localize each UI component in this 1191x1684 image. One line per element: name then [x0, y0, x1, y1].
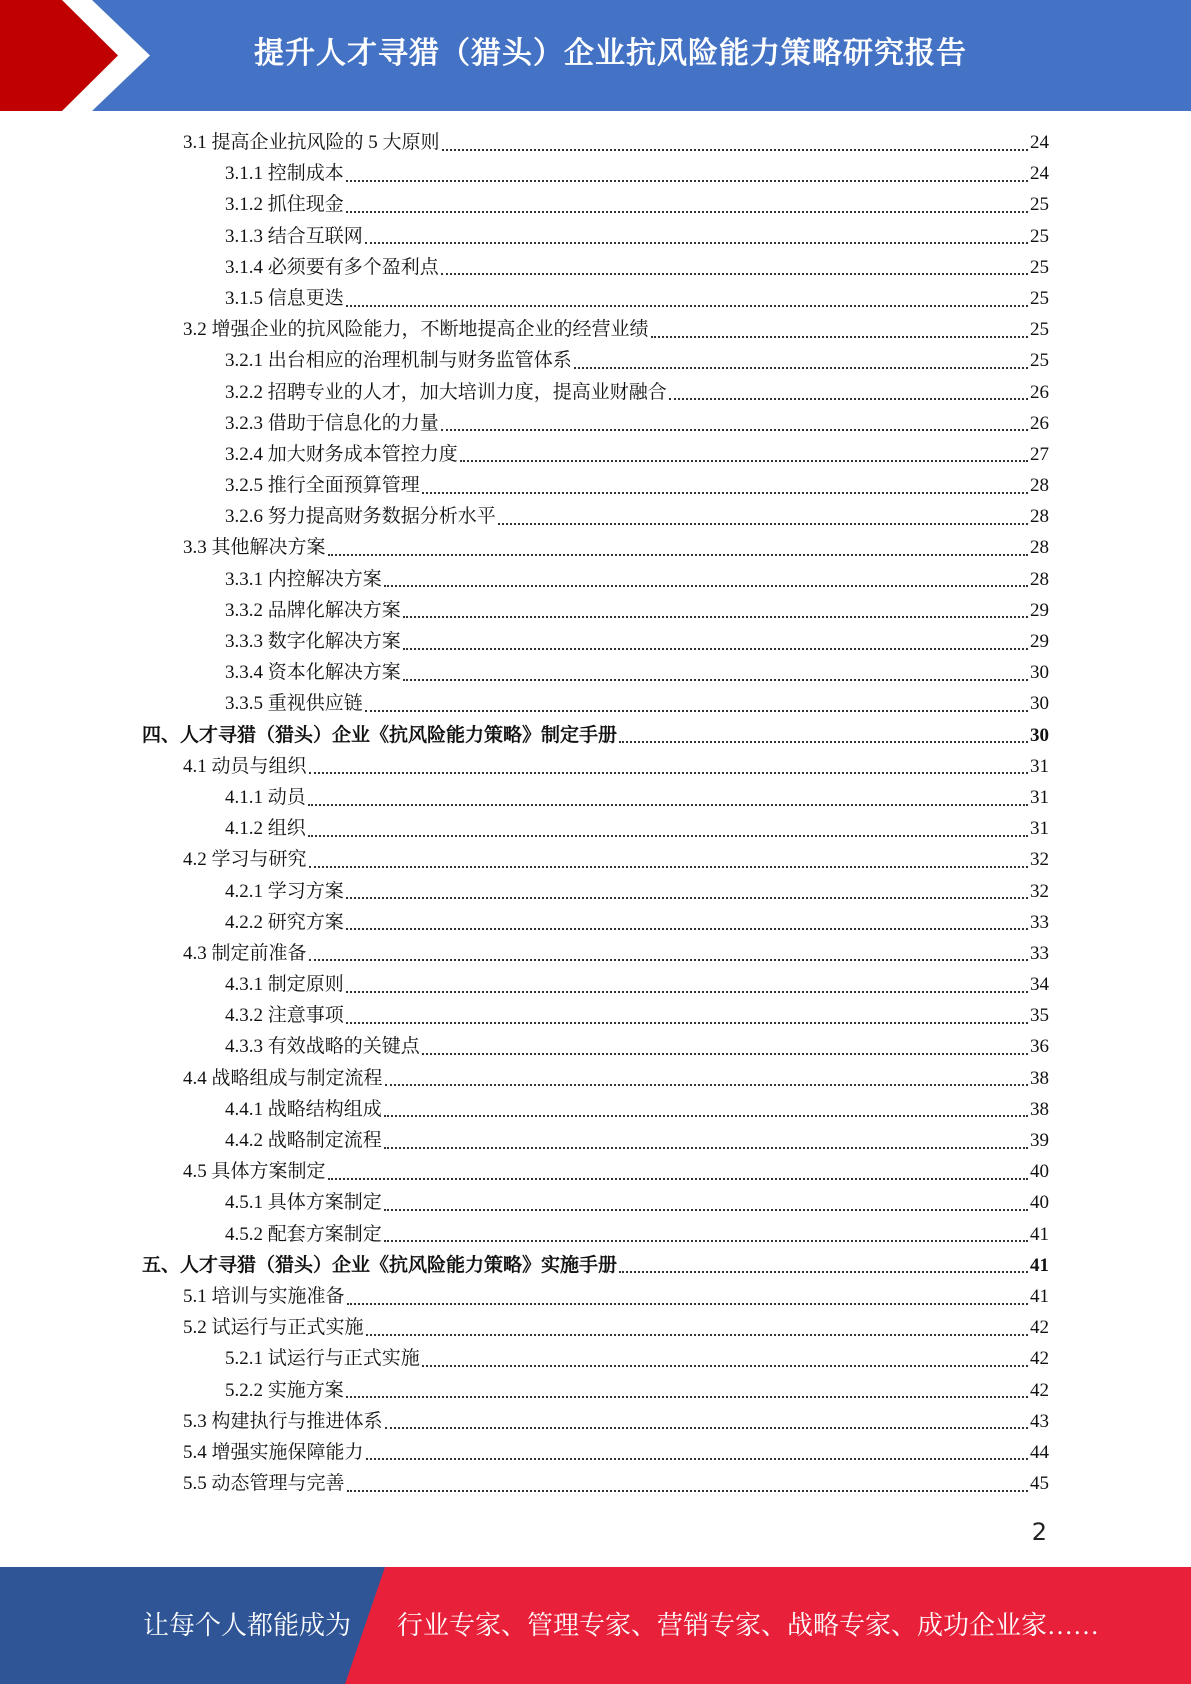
toc-entry-page: 43	[1030, 1410, 1049, 1432]
toc-entry-label: 5.1 培训与实施准备	[183, 1285, 345, 1307]
toc-entry-label: 4.2 学习与研究	[183, 849, 307, 871]
toc-entry[interactable]	[142, 595, 1049, 626]
toc-dot-leader	[346, 180, 1028, 182]
toc-entry-label: 4.3 制定前准备	[183, 942, 307, 964]
toc-entry[interactable]	[142, 1343, 1049, 1374]
toc-dot-leader	[574, 367, 1028, 369]
toc-entry-page: 41	[1030, 1285, 1049, 1307]
toc-entry-label: 4.1 动员与组织	[183, 755, 307, 777]
toc-entry[interactable]	[142, 1156, 1049, 1187]
toc-entry-page: 26	[1030, 381, 1049, 403]
toc-entry-page: 25	[1030, 256, 1049, 278]
toc-entry-label: 4.4 战略组成与制定流程	[183, 1067, 383, 1089]
toc-dot-leader	[498, 523, 1028, 525]
toc-dot-leader	[346, 1022, 1028, 1024]
toc-entry-label: 5.5 动态管理与完善	[183, 1473, 345, 1495]
toc-entry-page: 29	[1030, 631, 1049, 652]
toc-entry-page: 30	[1030, 693, 1049, 715]
toc-entry-page: 33	[1030, 911, 1049, 933]
toc-entry[interactable]	[142, 564, 1049, 595]
toc-entry-page: 38	[1030, 1098, 1049, 1120]
toc-dot-leader	[346, 991, 1028, 993]
toc-entry-page: 38	[1030, 1067, 1049, 1089]
toc-entry-label: 3.3 其他解决方案	[183, 537, 326, 559]
toc-entry[interactable]	[142, 158, 1049, 189]
toc-entry-page: 31	[1030, 755, 1049, 777]
toc-entry[interactable]	[142, 439, 1049, 470]
table-of-contents	[142, 127, 1049, 1499]
toc-entry-page: 42	[1030, 1348, 1049, 1370]
toc-entry[interactable]	[142, 969, 1049, 1000]
toc-entry-label: 4.3.3 有效战略的关键点	[225, 1036, 420, 1058]
toc-entry[interactable]	[142, 782, 1049, 813]
toc-entry[interactable]	[142, 1125, 1049, 1156]
toc-dot-leader	[403, 616, 1028, 618]
toc-entry-label: 四、人才寻猎（猎头）企业《抗风险能力策略》制定手册	[142, 724, 618, 746]
toc-dot-leader	[309, 772, 1028, 774]
toc-entry[interactable]	[142, 907, 1049, 938]
toc-dot-leader	[328, 1178, 1028, 1180]
toc-entry-label: 3.1.5 信息更迭	[225, 287, 344, 309]
toc-dot-leader	[441, 429, 1028, 431]
toc-entry-page: 24	[1030, 132, 1049, 153]
toc-entry[interactable]	[142, 532, 1049, 563]
toc-entry[interactable]	[142, 626, 1049, 657]
toc-entry-page: 25	[1030, 287, 1049, 309]
toc-entry-label: 3.1 提高企业抗风险的 5 大原则	[183, 132, 440, 153]
toc-entry-page: 32	[1030, 849, 1049, 871]
toc-dot-leader	[403, 679, 1028, 681]
toc-entry-label: 3.3.4 资本化解决方案	[225, 662, 401, 684]
toc-entry[interactable]	[142, 876, 1049, 907]
toc-entry[interactable]	[142, 377, 1049, 408]
toc-entry-label: 3.2.4 加大财务成本管控力度	[225, 443, 458, 465]
toc-entry-page: 31	[1030, 818, 1049, 840]
toc-entry-label: 3.3.3 数字化解决方案	[225, 631, 401, 652]
toc-entry[interactable]	[142, 470, 1049, 501]
toc-entry-page: 32	[1030, 880, 1049, 902]
toc-entry[interactable]	[142, 1437, 1049, 1468]
toc-entry-label: 5.3 构建执行与推进体系	[183, 1410, 383, 1432]
toc-entry-label: 3.2.6 努力提高财务数据分析水平	[225, 506, 496, 528]
toc-entry[interactable]	[142, 1312, 1049, 1343]
toc-dot-leader	[346, 305, 1028, 307]
toc-entry-page: 25	[1030, 194, 1049, 216]
toc-entry-label: 4.1.1 动员	[225, 786, 306, 808]
toc-dot-leader	[669, 398, 1028, 400]
toc-entry-label: 4.4.1 战略结构组成	[225, 1098, 382, 1120]
toc-dot-leader	[385, 1427, 1028, 1429]
toc-entry-label: 3.1.2 抓住现金	[225, 194, 344, 216]
toc-entry-page: 25	[1030, 319, 1049, 341]
toc-entry-label: 五、人才寻猎（猎头）企业《抗风险能力策略》实施手册	[142, 1254, 618, 1276]
toc-entry[interactable]	[142, 1000, 1049, 1031]
footer-slogan-right: 行业专家、管理专家、营销专家、战略专家、成功企业家……	[397, 1611, 1100, 1640]
toc-entry-label: 3.2 增强企业的抗风险能力，不断地提高企业的经营业绩	[183, 319, 649, 341]
toc-entry-page: 28	[1030, 475, 1049, 497]
toc-entry-label: 3.2.5 推行全面预算管理	[225, 475, 420, 497]
toc-dot-leader	[651, 336, 1028, 338]
toc-entry-label: 4.5.2 配套方案制定	[225, 1223, 382, 1245]
toc-entry-label: 3.3.2 品牌化解决方案	[225, 599, 401, 621]
toc-entry-page: 44	[1030, 1441, 1049, 1463]
toc-entry-page: 28	[1030, 537, 1049, 559]
toc-entry-page: 42	[1030, 1317, 1049, 1339]
toc-dot-leader	[385, 1084, 1028, 1086]
toc-entry-page: 39	[1030, 1130, 1049, 1151]
toc-dot-leader	[384, 585, 1028, 587]
toc-entry-label: 4.1.2 组织	[225, 818, 306, 840]
toc-entry-page: 40	[1030, 1161, 1049, 1183]
toc-entry[interactable]	[142, 1468, 1049, 1499]
toc-entry-page: 34	[1030, 974, 1049, 996]
toc-entry-page: 36	[1030, 1036, 1049, 1058]
toc-entry-page: 25	[1030, 350, 1049, 372]
toc-entry-label: 5.2 试运行与正式实施	[183, 1317, 364, 1339]
toc-entry-page: 30	[1030, 724, 1049, 746]
toc-dot-leader	[384, 1147, 1028, 1149]
toc-entry[interactable]	[142, 501, 1049, 532]
toc-dot-leader	[309, 866, 1028, 868]
toc-dot-leader	[384, 1240, 1028, 1242]
toc-dot-leader	[365, 242, 1028, 244]
toc-entry-page: 25	[1030, 225, 1049, 247]
toc-entry-label: 3.2.1 出台相应的治理机制与财务监管体系	[225, 350, 572, 372]
toc-dot-leader	[403, 648, 1028, 650]
toc-entry-page: 35	[1030, 1005, 1049, 1027]
toc-entry[interactable]	[142, 345, 1049, 376]
toc-entry[interactable]	[142, 813, 1049, 844]
toc-entry[interactable]	[142, 657, 1049, 688]
toc-entry[interactable]	[142, 1375, 1049, 1406]
toc-dot-leader	[442, 149, 1028, 151]
toc-dot-leader	[422, 1053, 1028, 1055]
toc-entry-label: 4.3.1 制定原则	[225, 974, 344, 996]
toc-entry-page: 31	[1030, 786, 1049, 808]
toc-entry[interactable]	[142, 1094, 1049, 1125]
footer-slogan-left: 让每个人都能成为	[143, 1611, 352, 1640]
toc-entry-page: 40	[1030, 1192, 1049, 1214]
page-footer	[0, 1567, 1191, 1684]
toc-dot-leader	[366, 1334, 1028, 1336]
document-title: 提升人才寻猎（猎头）企业抗风险能力策略研究报告	[254, 36, 967, 71]
toc-entry-page: 42	[1030, 1379, 1049, 1401]
toc-entry[interactable]	[142, 1281, 1049, 1312]
toc-dot-leader	[346, 897, 1028, 899]
toc-entry-label: 5.2.2 实施方案	[225, 1379, 344, 1401]
toc-dot-leader	[346, 211, 1028, 213]
toc-dot-leader	[441, 273, 1028, 275]
toc-dot-leader	[384, 1209, 1028, 1211]
toc-entry-label: 5.2.1 试运行与正式实施	[225, 1348, 420, 1370]
toc-entry-label: 3.3.5 重视供应链	[225, 693, 363, 715]
toc-entry[interactable]	[142, 252, 1049, 283]
toc-entry[interactable]	[142, 1219, 1049, 1250]
toc-entry-label: 4.5.1 具体方案制定	[225, 1192, 382, 1214]
toc-entry-label: 4.4.2 战略制定流程	[225, 1130, 382, 1151]
toc-entry-page: 41	[1030, 1254, 1049, 1276]
toc-dot-leader	[619, 1271, 1028, 1273]
toc-entry-label: 4.3.2 注意事项	[225, 1005, 344, 1027]
toc-dot-leader	[328, 554, 1028, 556]
toc-dot-leader	[422, 492, 1028, 494]
toc-entry-page: 33	[1030, 942, 1049, 964]
toc-entry[interactable]	[142, 720, 1049, 751]
page-header	[0, 0, 1191, 111]
toc-dot-leader	[366, 1458, 1028, 1460]
toc-dot-leader	[460, 460, 1028, 462]
toc-entry[interactable]	[142, 221, 1049, 252]
toc-entry-page: 45	[1030, 1473, 1049, 1495]
toc-dot-leader	[309, 959, 1028, 961]
toc-dot-leader	[308, 835, 1028, 837]
toc-entry-label: 4.2.2 研究方案	[225, 911, 344, 933]
toc-dot-leader	[619, 741, 1028, 743]
toc-entry-page: 30	[1030, 662, 1049, 684]
toc-entry-label: 4.2.1 学习方案	[225, 880, 344, 902]
toc-entry-page: 29	[1030, 599, 1049, 621]
toc-entry[interactable]	[142, 1406, 1049, 1437]
toc-entry[interactable]	[142, 1250, 1049, 1281]
toc-dot-leader	[347, 1303, 1028, 1305]
toc-entry[interactable]	[142, 938, 1049, 969]
toc-entry[interactable]	[142, 844, 1049, 875]
toc-entry[interactable]	[142, 189, 1049, 220]
toc-dot-leader	[308, 804, 1028, 806]
toc-entry-label: 5.4 增强实施保障能力	[183, 1441, 364, 1463]
toc-entry-label: 3.2.2 招聘专业的人才，加大培训力度，提高业财融合	[225, 381, 667, 403]
toc-entry[interactable]	[142, 283, 1049, 314]
toc-entry-page: 28	[1030, 568, 1049, 590]
toc-dot-leader	[365, 710, 1028, 712]
toc-entry[interactable]	[142, 314, 1049, 345]
toc-entry[interactable]	[142, 408, 1049, 439]
toc-entry[interactable]	[142, 127, 1049, 158]
toc-entry-page: 28	[1030, 506, 1049, 528]
toc-dot-leader	[346, 928, 1028, 930]
toc-entry-label: 4.5 具体方案制定	[183, 1161, 326, 1183]
toc-dot-leader	[422, 1365, 1028, 1367]
toc-entry[interactable]	[142, 1187, 1049, 1218]
toc-entry-label: 3.3.1 内控解决方案	[225, 568, 382, 590]
toc-entry-page: 24	[1030, 163, 1049, 185]
toc-entry[interactable]	[142, 751, 1049, 782]
toc-entry-page: 27	[1030, 443, 1049, 465]
toc-entry-label: 3.1.1 控制成本	[225, 163, 344, 185]
page-number: 2	[1031, 1518, 1047, 1546]
toc-entry-page: 26	[1030, 412, 1049, 434]
toc-entry[interactable]	[142, 688, 1049, 719]
toc-dot-leader	[346, 1396, 1028, 1398]
toc-entry[interactable]	[142, 1063, 1049, 1094]
toc-dot-leader	[347, 1490, 1028, 1492]
toc-entry-label: 3.1.4 必须要有多个盈利点	[225, 256, 439, 278]
toc-entry-label: 3.1.3 结合互联网	[225, 225, 363, 247]
toc-entry-label: 3.2.3 借助于信息化的力量	[225, 412, 439, 434]
toc-entry[interactable]	[142, 1031, 1049, 1062]
toc-dot-leader	[384, 1115, 1028, 1117]
toc-entry-page: 41	[1030, 1223, 1049, 1245]
